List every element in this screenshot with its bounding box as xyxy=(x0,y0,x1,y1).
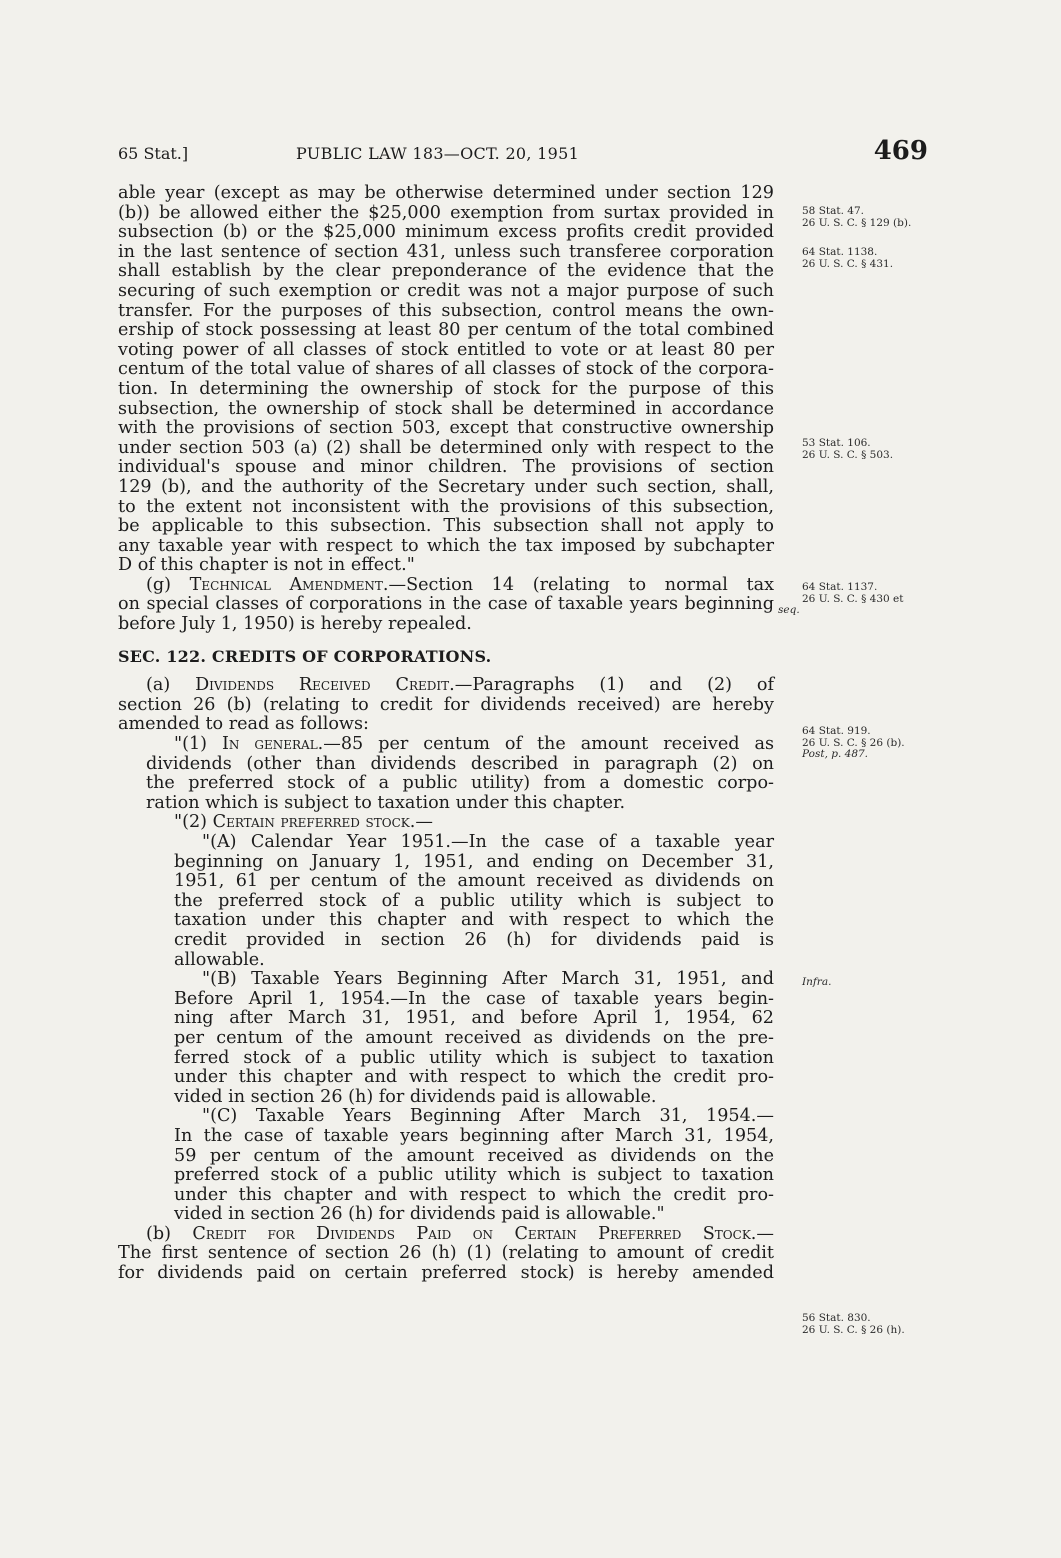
text-run: — xyxy=(415,812,433,833)
text-line: ning after March 31, 1951, and before April 1, 1954, 62 xyxy=(174,1008,774,1029)
text-line: the preferred stock of a public utility which is subject to xyxy=(174,890,774,911)
margin-citation xyxy=(778,581,904,617)
text-line: dividends (other than dividends described in paragraph (2) on xyxy=(146,753,774,774)
section-heading: SEC. 122. CREDITS OF CORPORATIONS. xyxy=(118,646,492,666)
text-line: before July 1, 1950) is hereby repealed. xyxy=(118,614,472,635)
text-line xyxy=(118,735,774,755)
text-line: for dividends paid on certain preferred stock) is hereby amended xyxy=(118,1263,774,1284)
citation-line: 58 Stat. 47. xyxy=(802,205,864,217)
body-text xyxy=(118,184,774,1284)
text-line: ration which is subject to taxation under this chapter. xyxy=(146,792,626,813)
paragraph-title: Certain preferred stock. xyxy=(212,812,416,833)
citation-line: 26 U. S. C. § 129 (b). xyxy=(802,216,912,229)
subsection-title: Dividends Received Credit. xyxy=(195,675,455,696)
subsection-b xyxy=(118,1225,774,1284)
subparagraph-a xyxy=(118,833,774,970)
subsection-title: Technical Amendment. xyxy=(189,574,389,595)
citation-line: Post, p. 487. xyxy=(802,748,869,760)
citation-line: 64 Stat. 1137. xyxy=(802,581,878,593)
text-line: tion. In determining the ownership of stock for the purpose of this xyxy=(118,378,774,399)
subsection-label: (g) xyxy=(146,574,190,595)
text-line: to the extent not inconsistent with the provisions of this subsection, xyxy=(118,496,774,517)
text-line: ership of stock possessing at least 80 per centum of the total combined xyxy=(118,320,774,341)
text-line: in the last sentence of section 431, unless such transferee corporation xyxy=(118,241,774,262)
text-run: —Paragraphs (1) and (2) of xyxy=(454,675,774,696)
margin-citation xyxy=(802,438,893,461)
quoted-paragraph-1 xyxy=(118,735,774,813)
text-line xyxy=(118,813,774,833)
page-number: 469 xyxy=(873,136,928,166)
subsection-label: (b) xyxy=(146,1223,193,1244)
text-line: with the provisions of section 503, except that constructive ownership xyxy=(118,418,774,439)
text-line: The first sentence of section 26 (h) (1) (relating to amount of credit xyxy=(118,1243,774,1264)
paragraph-label: "(1) xyxy=(174,734,222,755)
citation-line: 26 U. S. C. § 26 (b). xyxy=(802,736,905,749)
citation-line: 26 U. S. C. § 431. xyxy=(802,257,894,270)
text-line: "(C) Taxable Years Beginning After March 31, 1954.— xyxy=(202,1106,774,1127)
text-line: under this chapter and with respect to which the credit pro- xyxy=(174,1067,774,1088)
text-line: Before April 1, 1954.—In the case of taxable years begin- xyxy=(174,988,774,1009)
subsection-a xyxy=(118,676,774,735)
citation-line: 64 Stat. 919. xyxy=(802,725,871,737)
text-line: the preferred stock of a public utility) from a domestic corpo- xyxy=(146,773,774,794)
citation-line: 26 U. S. C. § 503. xyxy=(802,448,894,461)
margin-citation xyxy=(802,726,905,761)
margin-citation xyxy=(802,977,831,989)
text-line: voting power of all classes of stock entitled to vote or at least 80 per xyxy=(118,339,774,360)
text-line xyxy=(118,676,774,696)
text-line: credit provided in section 26 (h) for dividends paid is xyxy=(174,929,774,950)
text-run: —Section 14 (relating to normal tax xyxy=(388,574,774,595)
text-line: "(A) Calendar Year 1951.—In the case of a taxable year xyxy=(202,832,774,852)
text-line: taxation under this chapter and with respect to which the xyxy=(174,910,774,931)
paragraph-title: In general. xyxy=(221,734,324,755)
volume-citation: 65 Stat.] xyxy=(118,144,189,163)
text-line: transfer. For the purposes of this subsection, control means the own- xyxy=(118,300,774,321)
text-line: (b)) be allowed either the $25,000 exemption from surtax provided in xyxy=(118,202,774,223)
text-line: securing of such exemption or credit was not a major purpose of such xyxy=(118,280,774,301)
text-line: any taxable year with respect to which the tax imposed by subchapter xyxy=(118,535,774,556)
text-line: be applicable to this subsection. This subsection shall not apply to xyxy=(118,516,774,537)
subsection-label: (a) xyxy=(146,675,196,696)
text-line: able year (except as may be otherwise determined under section 129 xyxy=(118,183,774,203)
citation-line: 64 Stat. 1138. xyxy=(802,246,878,258)
text-line xyxy=(118,1225,774,1245)
citation-line: 26 U. S. C. § 430 et xyxy=(802,592,904,605)
margin-citation xyxy=(802,206,911,229)
text-line: amended to read as follows: xyxy=(118,714,369,735)
text-run: —85 per centum of the amount received as xyxy=(323,734,774,755)
text-line: under this chapter and with respect to which the credit pro- xyxy=(174,1184,774,1205)
text-line: 59 per centum of the amount received as dividends on the xyxy=(174,1145,774,1166)
citation-line: Infra. xyxy=(802,976,832,988)
text-line: "(B) Taxable Years Beginning After March 31, 1951, and xyxy=(202,969,774,990)
text-line: centum of the total value of shares of all classes of stock of the corpora- xyxy=(118,359,774,380)
citation-line: 26 U. S. C. § 26 (h). xyxy=(802,1323,905,1336)
subsection-title: Credit for Dividends Paid on Certain Preferred Stock. xyxy=(192,1223,757,1244)
text-line: subsection, the ownership of stock shall be determined in accordance xyxy=(118,398,774,419)
citation-line: seq. xyxy=(778,604,800,616)
text-line: shall establish by the clear preponderance of the evidence that the xyxy=(118,261,774,282)
text-line: 129 (b), and the authority of the Secretary under such section, shall, xyxy=(118,476,774,497)
paragraph-label: "(2) xyxy=(174,812,213,833)
text-line: section 26 (b) (relating to credit for dividends received) are hereby xyxy=(118,694,774,715)
text-line: on special classes of corporations in the case of taxable years beginning xyxy=(118,594,774,615)
text-line: individual's spouse and minor children. The provisions of section xyxy=(118,457,774,478)
subparagraph-b xyxy=(118,970,774,1107)
text-line: preferred stock of a public utility which is subject to taxation xyxy=(174,1165,774,1186)
text-line: 1951, 61 per centum of the amount received as dividends on xyxy=(174,871,774,892)
text-line: per centum of the amount received as dividends on the pre- xyxy=(174,1027,774,1048)
paragraph-continuation xyxy=(118,184,774,576)
text-line: beginning on January 1, 1951, and ending on December 31, xyxy=(174,851,774,872)
text-line: vided in section 26 (h) for dividends paid is allowable. xyxy=(174,1086,657,1107)
text-line: ferred stock of a public utility which is subject to taxation xyxy=(174,1047,774,1068)
text-line: allowable. xyxy=(174,949,265,970)
subsection-g xyxy=(118,576,774,635)
margin-citation xyxy=(802,247,893,270)
text-line: In the case of taxable years beginning after March 31, 1954, xyxy=(174,1125,774,1146)
citation-line: 56 Stat. 830. xyxy=(802,1312,871,1324)
text-run: — xyxy=(756,1223,774,1244)
margin-citation xyxy=(802,1313,905,1336)
subparagraph-c xyxy=(118,1107,774,1225)
text-line: D of this chapter is not in effect." xyxy=(118,555,415,576)
running-header xyxy=(118,138,928,172)
text-line: subsection (b) or the $25,000 minimum excess profits credit provided xyxy=(118,222,774,243)
quoted-paragraph-2 xyxy=(118,813,774,833)
text-line: vided in section 26 (h) for dividends paid is allowable." xyxy=(174,1204,665,1225)
text-line xyxy=(118,576,774,596)
text-line: under section 503 (a) (2) shall be determined only with respect to the xyxy=(118,437,774,458)
citation-line: 53 Stat. 106. xyxy=(802,437,871,449)
law-title: PUBLIC LAW 183—OCT. 20, 1951 xyxy=(296,144,580,163)
